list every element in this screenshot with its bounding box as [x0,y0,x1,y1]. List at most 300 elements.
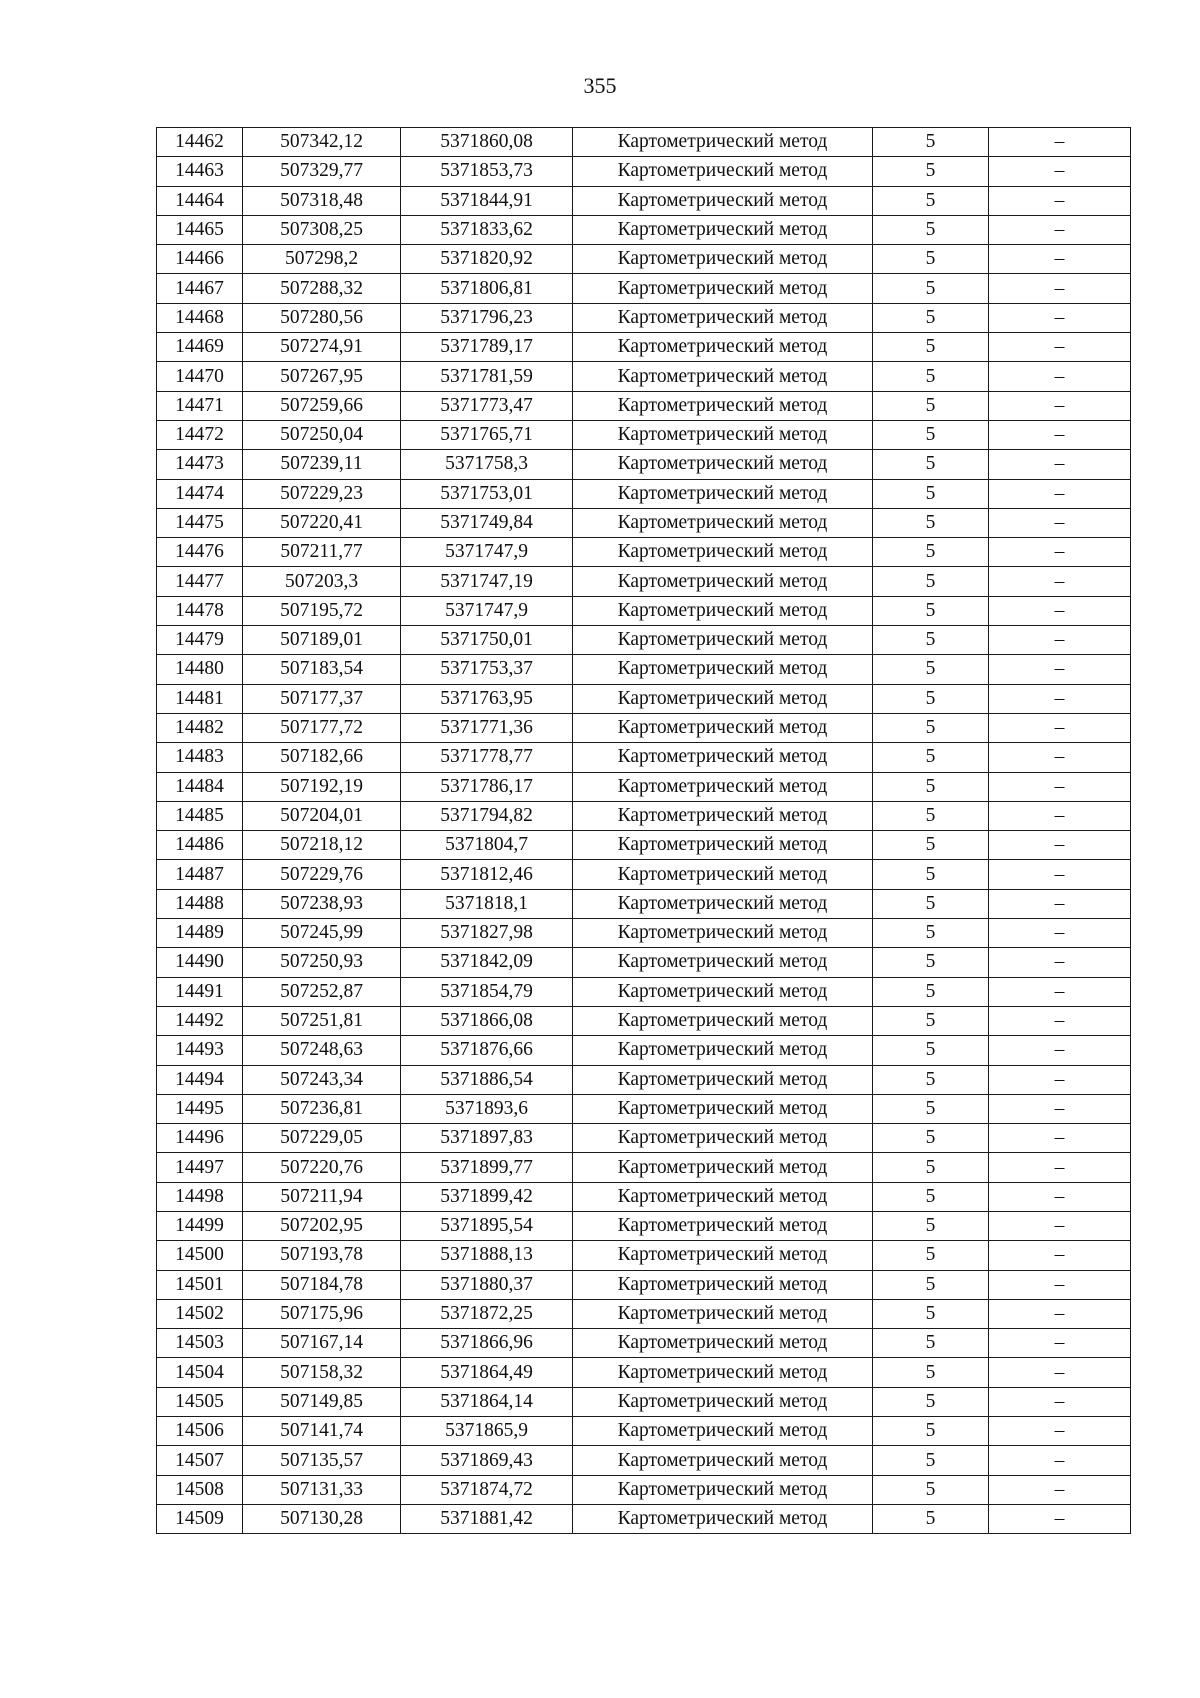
table-row [157,303,1131,332]
method-cell: Картометрический метод [573,1241,873,1270]
method-cell: Картометрический метод [573,860,873,889]
x-coordinate-cell: 507167,14 [243,1329,401,1358]
x-coordinate-cell: 507251,81 [243,1006,401,1035]
point-number-cell: 14508 [157,1475,243,1504]
x-coordinate-cell: 507182,66 [243,743,401,772]
accuracy-cell: 5 [873,801,989,830]
y-coordinate-cell: 5371747,19 [401,567,573,596]
table-body [157,128,1131,1534]
table-row [157,157,1131,186]
description-cell: – [989,1475,1131,1504]
table-row [157,391,1131,420]
method-cell: Картометрический метод [573,245,873,274]
description-cell: – [989,801,1131,830]
point-number-cell: 14504 [157,1358,243,1387]
y-coordinate-cell: 5371818,1 [401,889,573,918]
x-coordinate-cell: 507288,32 [243,274,401,303]
table-row [157,713,1131,742]
y-coordinate-cell: 5371866,08 [401,1006,573,1035]
point-number-cell: 14484 [157,772,243,801]
method-cell: Картометрический метод [573,1065,873,1094]
description-cell: – [989,567,1131,596]
x-coordinate-cell: 507130,28 [243,1504,401,1533]
accuracy-cell: 5 [873,948,989,977]
description-cell: – [989,684,1131,713]
method-cell: Картометрический метод [573,215,873,244]
table-row [157,977,1131,1006]
point-number-cell: 14500 [157,1241,243,1270]
table-row [157,274,1131,303]
point-number-cell: 14473 [157,450,243,479]
method-cell: Картометрический метод [573,772,873,801]
table-row [157,333,1131,362]
description-cell: – [989,1153,1131,1182]
description-cell: – [989,538,1131,567]
table-row [157,450,1131,479]
accuracy-cell: 5 [873,1006,989,1035]
x-coordinate-cell: 507250,04 [243,420,401,449]
x-coordinate-cell: 507175,96 [243,1299,401,1328]
accuracy-cell: 5 [873,362,989,391]
y-coordinate-cell: 5371750,01 [401,626,573,655]
accuracy-cell: 5 [873,1358,989,1387]
table-row [157,538,1131,567]
description-cell: – [989,128,1131,157]
method-cell: Картометрический метод [573,420,873,449]
x-coordinate-cell: 507243,34 [243,1065,401,1094]
method-cell: Картометрический метод [573,128,873,157]
table-row [157,919,1131,948]
y-coordinate-cell: 5371893,6 [401,1094,573,1123]
y-coordinate-cell: 5371747,9 [401,596,573,625]
table-row [157,1036,1131,1065]
method-cell: Картометрический метод [573,1504,873,1533]
table-row [157,1329,1131,1358]
accuracy-cell: 5 [873,274,989,303]
method-cell: Картометрический метод [573,1329,873,1358]
y-coordinate-cell: 5371796,23 [401,303,573,332]
x-coordinate-cell: 507202,95 [243,1211,401,1240]
description-cell: – [989,1446,1131,1475]
y-coordinate-cell: 5371753,37 [401,655,573,684]
description-cell: – [989,157,1131,186]
method-cell: Картометрический метод [573,626,873,655]
table-row [157,684,1131,713]
x-coordinate-cell: 507204,01 [243,801,401,830]
description-cell: – [989,948,1131,977]
method-cell: Картометрический метод [573,391,873,420]
description-cell: – [989,1299,1131,1328]
accuracy-cell: 5 [873,420,989,449]
method-cell: Картометрический метод [573,919,873,948]
table-row [157,1006,1131,1035]
y-coordinate-cell: 5371876,66 [401,1036,573,1065]
point-number-cell: 14497 [157,1153,243,1182]
accuracy-cell: 5 [873,1094,989,1123]
y-coordinate-cell: 5371786,17 [401,772,573,801]
description-cell: – [989,889,1131,918]
method-cell: Картометрический метод [573,1153,873,1182]
point-number-cell: 14481 [157,684,243,713]
accuracy-cell: 5 [873,743,989,772]
x-coordinate-cell: 507131,33 [243,1475,401,1504]
point-number-cell: 14487 [157,860,243,889]
x-coordinate-cell: 507218,12 [243,831,401,860]
point-number-cell: 14478 [157,596,243,625]
accuracy-cell: 5 [873,538,989,567]
x-coordinate-cell: 507308,25 [243,215,401,244]
description-cell: – [989,420,1131,449]
description-cell: – [989,626,1131,655]
table-row [157,1358,1131,1387]
y-coordinate-cell: 5371854,79 [401,977,573,1006]
method-cell: Картометрический метод [573,1094,873,1123]
y-coordinate-cell: 5371781,59 [401,362,573,391]
method-cell: Картометрический метод [573,889,873,918]
point-number-cell: 14482 [157,713,243,742]
point-number-cell: 14490 [157,948,243,977]
y-coordinate-cell: 5371771,36 [401,713,573,742]
accuracy-cell: 5 [873,479,989,508]
x-coordinate-cell: 507211,94 [243,1182,401,1211]
accuracy-cell: 5 [873,1475,989,1504]
accuracy-cell: 5 [873,157,989,186]
description-cell: – [989,1124,1131,1153]
table-row [157,1475,1131,1504]
description-cell: – [989,655,1131,684]
method-cell: Картометрический метод [573,186,873,215]
table-row [157,1270,1131,1299]
y-coordinate-cell: 5371773,47 [401,391,573,420]
method-cell: Картометрический метод [573,274,873,303]
description-cell: – [989,362,1131,391]
y-coordinate-cell: 5371888,13 [401,1241,573,1270]
description-cell: – [989,860,1131,889]
method-cell: Картометрический метод [573,1358,873,1387]
accuracy-cell: 5 [873,303,989,332]
y-coordinate-cell: 5371747,9 [401,538,573,567]
accuracy-cell: 5 [873,1329,989,1358]
x-coordinate-cell: 507229,05 [243,1124,401,1153]
point-number-cell: 14498 [157,1182,243,1211]
point-number-cell: 14475 [157,508,243,537]
accuracy-cell: 5 [873,1182,989,1211]
x-coordinate-cell: 507192,19 [243,772,401,801]
x-coordinate-cell: 507220,41 [243,508,401,537]
point-number-cell: 14492 [157,1006,243,1035]
accuracy-cell: 5 [873,889,989,918]
table-row [157,1211,1131,1240]
y-coordinate-cell: 5371864,14 [401,1387,573,1416]
method-cell: Картометрический метод [573,1299,873,1328]
accuracy-cell: 5 [873,626,989,655]
x-coordinate-cell: 507238,93 [243,889,401,918]
y-coordinate-cell: 5371758,3 [401,450,573,479]
y-coordinate-cell: 5371853,73 [401,157,573,186]
y-coordinate-cell: 5371874,72 [401,1475,573,1504]
table-row [157,948,1131,977]
point-number-cell: 14499 [157,1211,243,1240]
accuracy-cell: 5 [873,1036,989,1065]
x-coordinate-cell: 507229,23 [243,479,401,508]
point-number-cell: 14483 [157,743,243,772]
point-number-cell: 14470 [157,362,243,391]
point-number-cell: 14506 [157,1417,243,1446]
table-row [157,128,1131,157]
y-coordinate-cell: 5371886,54 [401,1065,573,1094]
table-row [157,1124,1131,1153]
accuracy-cell: 5 [873,508,989,537]
method-cell: Картометрический метод [573,684,873,713]
point-number-cell: 14485 [157,801,243,830]
description-cell: – [989,596,1131,625]
y-coordinate-cell: 5371749,84 [401,508,573,537]
table-row [157,801,1131,830]
method-cell: Картометрический метод [573,157,873,186]
point-number-cell: 14501 [157,1270,243,1299]
y-coordinate-cell: 5371844,91 [401,186,573,215]
method-cell: Картометрический метод [573,1124,873,1153]
method-cell: Картометрический метод [573,1270,873,1299]
description-cell: – [989,1006,1131,1035]
accuracy-cell: 5 [873,1241,989,1270]
x-coordinate-cell: 507229,76 [243,860,401,889]
x-coordinate-cell: 507250,93 [243,948,401,977]
accuracy-cell: 5 [873,919,989,948]
table-row [157,626,1131,655]
x-coordinate-cell: 507183,54 [243,655,401,684]
y-coordinate-cell: 5371860,08 [401,128,573,157]
method-cell: Картометрический метод [573,831,873,860]
y-coordinate-cell: 5371865,9 [401,1417,573,1446]
accuracy-cell: 5 [873,1504,989,1533]
accuracy-cell: 5 [873,860,989,889]
method-cell: Картометрический метод [573,1211,873,1240]
x-coordinate-cell: 507259,66 [243,391,401,420]
point-number-cell: 14463 [157,157,243,186]
accuracy-cell: 5 [873,684,989,713]
description-cell: – [989,1358,1131,1387]
description-cell: – [989,1270,1131,1299]
y-coordinate-cell: 5371899,77 [401,1153,573,1182]
point-number-cell: 14472 [157,420,243,449]
table-row [157,743,1131,772]
description-cell: – [989,1241,1131,1270]
table-row [157,567,1131,596]
x-coordinate-cell: 507267,95 [243,362,401,391]
table-row [157,362,1131,391]
table-row [157,215,1131,244]
point-number-cell: 14479 [157,626,243,655]
page-number: 355 [583,73,617,98]
method-cell: Картометрический метод [573,801,873,830]
y-coordinate-cell: 5371806,81 [401,274,573,303]
description-cell: – [989,1065,1131,1094]
table-row [157,1504,1131,1533]
x-coordinate-cell: 507239,11 [243,450,401,479]
description-cell: – [989,1036,1131,1065]
y-coordinate-cell: 5371812,46 [401,860,573,889]
accuracy-cell: 5 [873,391,989,420]
x-coordinate-cell: 507158,32 [243,1358,401,1387]
x-coordinate-cell: 507177,72 [243,713,401,742]
table-row [157,596,1131,625]
table-row [157,831,1131,860]
description-cell: – [989,274,1131,303]
x-coordinate-cell: 507135,57 [243,1446,401,1475]
y-coordinate-cell: 5371880,37 [401,1270,573,1299]
table-row [157,1182,1131,1211]
table-row [157,1299,1131,1328]
point-number-cell: 14465 [157,215,243,244]
method-cell: Картометрический метод [573,567,873,596]
point-number-cell: 14509 [157,1504,243,1533]
description-cell: – [989,1387,1131,1416]
accuracy-cell: 5 [873,450,989,479]
accuracy-cell: 5 [873,1124,989,1153]
method-cell: Картометрический метод [573,977,873,1006]
description-cell: – [989,831,1131,860]
accuracy-cell: 5 [873,1153,989,1182]
y-coordinate-cell: 5371827,98 [401,919,573,948]
point-number-cell: 14464 [157,186,243,215]
method-cell: Картометрический метод [573,1475,873,1504]
method-cell: Картометрический метод [573,1387,873,1416]
accuracy-cell: 5 [873,215,989,244]
description-cell: – [989,333,1131,362]
point-number-cell: 14467 [157,274,243,303]
table-row [157,1065,1131,1094]
accuracy-cell: 5 [873,333,989,362]
point-number-cell: 14489 [157,919,243,948]
table-row [157,772,1131,801]
x-coordinate-cell: 507203,3 [243,567,401,596]
point-number-cell: 14486 [157,831,243,860]
y-coordinate-cell: 5371778,77 [401,743,573,772]
method-cell: Картометрический метод [573,713,873,742]
table-row [157,1094,1131,1123]
method-cell: Картометрический метод [573,596,873,625]
x-coordinate-cell: 507245,99 [243,919,401,948]
point-number-cell: 14493 [157,1036,243,1065]
method-cell: Картометрический метод [573,538,873,567]
y-coordinate-cell: 5371869,43 [401,1446,573,1475]
method-cell: Картометрический метод [573,1182,873,1211]
table-row [157,186,1131,215]
y-coordinate-cell: 5371820,92 [401,245,573,274]
coordinates-table [156,127,1131,1534]
accuracy-cell: 5 [873,245,989,274]
table-row [157,245,1131,274]
x-coordinate-cell: 507236,81 [243,1094,401,1123]
method-cell: Картометрический метод [573,479,873,508]
point-number-cell: 14477 [157,567,243,596]
point-number-cell: 14495 [157,1094,243,1123]
y-coordinate-cell: 5371753,01 [401,479,573,508]
point-number-cell: 14507 [157,1446,243,1475]
description-cell: – [989,391,1131,420]
y-coordinate-cell: 5371881,42 [401,1504,573,1533]
y-coordinate-cell: 5371763,95 [401,684,573,713]
point-number-cell: 14502 [157,1299,243,1328]
description-cell: – [989,1094,1131,1123]
accuracy-cell: 5 [873,1065,989,1094]
x-coordinate-cell: 507318,48 [243,186,401,215]
accuracy-cell: 5 [873,186,989,215]
x-coordinate-cell: 507298,2 [243,245,401,274]
description-cell: – [989,1182,1131,1211]
description-cell: – [989,713,1131,742]
method-cell: Картометрический метод [573,1417,873,1446]
table-row [157,1417,1131,1446]
description-cell: – [989,1504,1131,1533]
description-cell: – [989,303,1131,332]
x-coordinate-cell: 507248,63 [243,1036,401,1065]
description-cell: – [989,245,1131,274]
method-cell: Картометрический метод [573,508,873,537]
accuracy-cell: 5 [873,831,989,860]
description-cell: – [989,977,1131,1006]
accuracy-cell: 5 [873,977,989,1006]
method-cell: Картометрический метод [573,743,873,772]
y-coordinate-cell: 5371794,82 [401,801,573,830]
method-cell: Картометрический метод [573,1036,873,1065]
y-coordinate-cell: 5371895,54 [401,1211,573,1240]
y-coordinate-cell: 5371804,7 [401,831,573,860]
accuracy-cell: 5 [873,128,989,157]
x-coordinate-cell: 507220,76 [243,1153,401,1182]
accuracy-cell: 5 [873,1299,989,1328]
table-row [157,1446,1131,1475]
point-number-cell: 14466 [157,245,243,274]
accuracy-cell: 5 [873,1446,989,1475]
method-cell: Картометрический метод [573,948,873,977]
description-cell: – [989,186,1131,215]
point-number-cell: 14496 [157,1124,243,1153]
method-cell: Картометрический метод [573,655,873,684]
accuracy-cell: 5 [873,1387,989,1416]
x-coordinate-cell: 507342,12 [243,128,401,157]
method-cell: Картометрический метод [573,333,873,362]
y-coordinate-cell: 5371833,62 [401,215,573,244]
x-coordinate-cell: 507329,77 [243,157,401,186]
point-number-cell: 14505 [157,1387,243,1416]
table-row [157,1153,1131,1182]
description-cell: – [989,479,1131,508]
accuracy-cell: 5 [873,1417,989,1446]
point-number-cell: 14469 [157,333,243,362]
description-cell: – [989,1329,1131,1358]
y-coordinate-cell: 5371866,96 [401,1329,573,1358]
y-coordinate-cell: 5371765,71 [401,420,573,449]
method-cell: Картометрический метод [573,450,873,479]
table-row [157,1387,1131,1416]
accuracy-cell: 5 [873,655,989,684]
x-coordinate-cell: 507280,56 [243,303,401,332]
accuracy-cell: 5 [873,567,989,596]
table-row [157,420,1131,449]
y-coordinate-cell: 5371842,09 [401,948,573,977]
accuracy-cell: 5 [873,1270,989,1299]
point-number-cell: 14468 [157,303,243,332]
accuracy-cell: 5 [873,772,989,801]
x-coordinate-cell: 507252,87 [243,977,401,1006]
y-coordinate-cell: 5371864,49 [401,1358,573,1387]
point-number-cell: 14494 [157,1065,243,1094]
x-coordinate-cell: 507189,01 [243,626,401,655]
description-cell: – [989,919,1131,948]
y-coordinate-cell: 5371899,42 [401,1182,573,1211]
